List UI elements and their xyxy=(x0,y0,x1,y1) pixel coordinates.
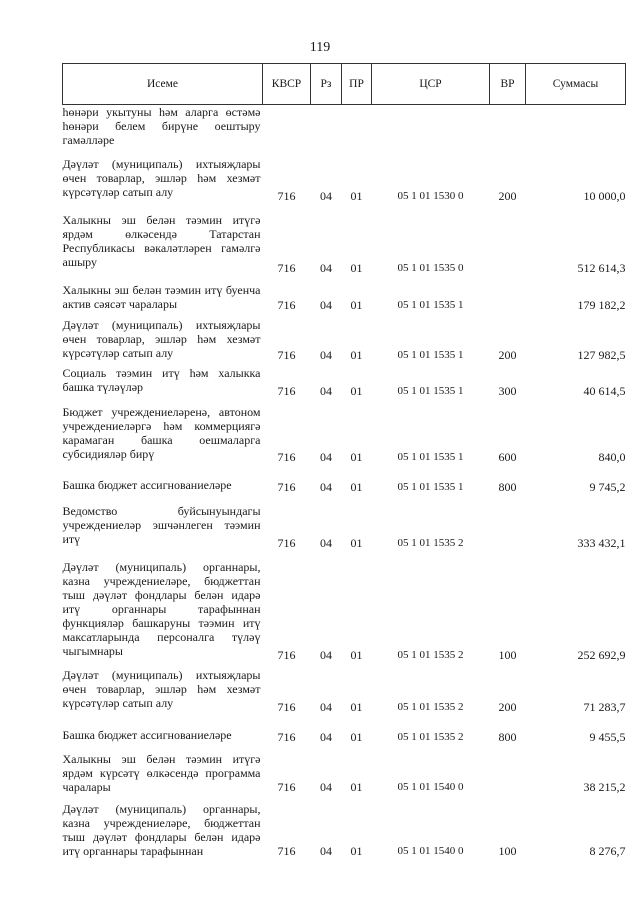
row-name: Дәүләт (муниципаль) ихтыяҗлары өчен товарлар, эшләр һәм хезмәт күрсәтүләр сатып алу xyxy=(62,668,261,710)
row-pr: 01 xyxy=(350,844,363,858)
row-amount: 179 182,2 xyxy=(577,298,626,312)
row-amount: 512 614,3 xyxy=(577,261,626,275)
row-vr: 200 xyxy=(498,700,517,714)
row-pr: 01 xyxy=(350,261,363,275)
row-kvsr: 716 xyxy=(277,480,296,494)
row-pr: 01 xyxy=(350,780,363,794)
row-kvsr: 716 xyxy=(277,844,296,858)
budget-table xyxy=(62,63,626,858)
row-vr: 100 xyxy=(498,648,517,662)
row-csr: 05 1 01 1530 0 xyxy=(397,190,464,202)
row-vr xyxy=(490,105,526,148)
row-vr: 800 xyxy=(498,480,517,494)
row-kvsr: 716 xyxy=(277,730,296,744)
row-name: Социаль тәэмин итү һәм халыкка башка түләүләр xyxy=(62,366,261,394)
row-rz: 04 xyxy=(320,700,332,714)
row-vr xyxy=(490,744,526,794)
row-rz: 04 xyxy=(320,384,332,398)
table-row xyxy=(63,550,626,662)
row-name: Халыкны эш белән тәэмин итүгә ярдәм өлкәсендә Татарстан Республикасы вәкаләтләрен гамәлгә ашыру xyxy=(62,213,261,269)
row-pr xyxy=(342,105,372,148)
row-rz: 04 xyxy=(320,780,332,794)
row-amount: 8 276,7 xyxy=(589,844,626,858)
row-kvsr: 716 xyxy=(277,780,296,794)
row-kvsr: 716 xyxy=(277,189,296,203)
row-csr xyxy=(372,105,490,148)
row-vr xyxy=(490,203,526,275)
row-kvsr: 716 xyxy=(277,298,296,312)
row-name: Халыкны эш белән тәэмин итү буенча актив сәясәт чаралары xyxy=(62,283,261,311)
table-row xyxy=(63,464,626,494)
table-row xyxy=(63,105,626,148)
row-csr: 05 1 01 1535 1 xyxy=(397,451,464,463)
header-name: Исеме xyxy=(63,64,263,105)
row-csr: 05 1 01 1540 0 xyxy=(397,845,464,857)
row-csr: 05 1 01 1535 1 xyxy=(397,349,464,361)
row-vr: 100 xyxy=(498,844,517,858)
table-row xyxy=(63,398,626,464)
row-pr: 01 xyxy=(350,648,363,662)
row-name: Ведомство буйсынуындагы учреждениеләр эшчәнлеген тәэмин итү xyxy=(62,504,261,546)
row-csr: 05 1 01 1535 1 xyxy=(397,385,464,397)
row-amount: 127 982,5 xyxy=(577,348,626,362)
row-vr xyxy=(490,275,526,312)
row-csr: 05 1 01 1535 2 xyxy=(397,731,464,743)
page-number: 119 xyxy=(309,40,331,55)
row-csr: 05 1 01 1535 0 xyxy=(397,262,464,274)
row-name: Башка бюджет ассигнованиеләре xyxy=(62,728,232,742)
header-csr: ЦСР xyxy=(372,64,490,105)
row-amount: 9 455,5 xyxy=(589,730,626,744)
row-pr: 01 xyxy=(350,384,363,398)
row-vr xyxy=(490,494,526,550)
row-kvsr: 716 xyxy=(277,700,296,714)
row-amount: 9 745,2 xyxy=(589,480,626,494)
row-pr: 01 xyxy=(350,348,363,362)
row-kvsr: 716 xyxy=(277,261,296,275)
row-rz: 04 xyxy=(320,844,332,858)
row-amount: 40 614,5 xyxy=(583,384,626,398)
row-pr: 01 xyxy=(350,450,363,464)
row-rz: 04 xyxy=(320,348,332,362)
table-row xyxy=(63,714,626,744)
row-csr: 05 1 01 1535 2 xyxy=(397,701,464,713)
row-kvsr: 716 xyxy=(277,450,296,464)
row-pr: 01 xyxy=(350,730,363,744)
row-amount: 71 283,7 xyxy=(583,700,626,714)
row-name: Дәүләт (муниципаль) ихтыяҗлары өчен товарлар, эшләр һәм хезмәт күрсәтүләр сатып алу xyxy=(62,157,261,199)
row-amount: 333 432,1 xyxy=(577,536,626,550)
table-row xyxy=(63,794,626,858)
row-kvsr: 716 xyxy=(277,384,296,398)
row-rz: 04 xyxy=(320,298,332,312)
table-row xyxy=(63,312,626,362)
row-vr: 300 xyxy=(498,384,517,398)
row-kvsr xyxy=(263,105,311,148)
row-name: Халыкны эш белән тәэмин итүгә ярдәм күрсәтү өлкәсендә программа чаралары xyxy=(62,752,261,794)
table-row xyxy=(63,203,626,275)
row-name: Дәүләт (муниципаль) органнары, казна учреждениеләре, бюджеттан тыш дәүләт фондлары белән идарә итү органнары тарафыннан xyxy=(62,802,261,858)
row-kvsr: 716 xyxy=(277,648,296,662)
row-csr: 05 1 01 1535 1 xyxy=(397,481,464,493)
row-csr: 05 1 01 1535 2 xyxy=(397,537,464,549)
row-kvsr: 716 xyxy=(277,536,296,550)
header-amount: Суммасы xyxy=(526,64,626,105)
row-pr: 01 xyxy=(350,189,363,203)
row-amount: 10 000,0 xyxy=(583,189,626,203)
table-row xyxy=(63,662,626,714)
row-name: Дәүләт (муниципаль) органнары, казна учреждениеләре, бюджеттан тыш дәүләт фондлары белән идарә итү органнары тарафыннан функцияләр башкаруны тәэмин итү максатларында персоналга түләү чыгымнары xyxy=(62,560,261,658)
row-rz: 04 xyxy=(320,450,332,464)
row-csr: 05 1 01 1535 2 xyxy=(397,649,464,661)
row-name: Башка бюджет ассигнованиеләре xyxy=(62,478,232,492)
row-amount: 840,0 xyxy=(598,450,626,464)
row-rz: 04 xyxy=(320,648,332,662)
header-vr: ВР xyxy=(490,64,526,105)
row-amount: 252 692,9 xyxy=(577,648,626,662)
row-amount xyxy=(526,105,626,148)
row-csr: 05 1 01 1535 1 xyxy=(397,299,464,311)
row-rz: 04 xyxy=(320,730,332,744)
row-name: һөнәри укытуны һәм аларга өстәмә һөнәри белем бирүне оештыру гамәлләре xyxy=(62,105,261,147)
row-name: Бюджет учреждениеләренә, автоном учреждениеләргә һәм коммерциягә карамаган башка оешмаларга субсидияләр бирү xyxy=(62,405,261,461)
table-row xyxy=(63,744,626,794)
row-vr: 800 xyxy=(498,730,517,744)
table-row xyxy=(63,362,626,398)
row-vr: 200 xyxy=(498,348,517,362)
row-vr: 200 xyxy=(498,189,517,203)
row-rz xyxy=(311,105,342,148)
row-rz: 04 xyxy=(320,189,332,203)
header-pr: ПР xyxy=(342,64,372,105)
row-kvsr: 716 xyxy=(277,348,296,362)
row-csr: 05 1 01 1540 0 xyxy=(397,781,464,793)
row-amount: 38 215,2 xyxy=(583,780,626,794)
row-rz: 04 xyxy=(320,536,332,550)
table-row xyxy=(63,147,626,203)
row-rz: 04 xyxy=(320,480,332,494)
header-rz: Рз xyxy=(311,64,342,105)
table-row xyxy=(63,275,626,312)
row-pr: 01 xyxy=(350,298,363,312)
table-row xyxy=(63,494,626,550)
row-pr: 01 xyxy=(350,700,363,714)
table-header-row xyxy=(63,64,626,105)
header-kvsr: КВСР xyxy=(263,64,311,105)
row-rz: 04 xyxy=(320,261,332,275)
row-vr: 600 xyxy=(498,450,517,464)
row-pr: 01 xyxy=(350,536,363,550)
row-pr: 01 xyxy=(350,480,363,494)
row-name: Дәүләт (муниципаль) ихтыяҗлары өчен товарлар, эшләр һәм хезмәт күрсәтүләр сатып алу xyxy=(62,318,261,360)
